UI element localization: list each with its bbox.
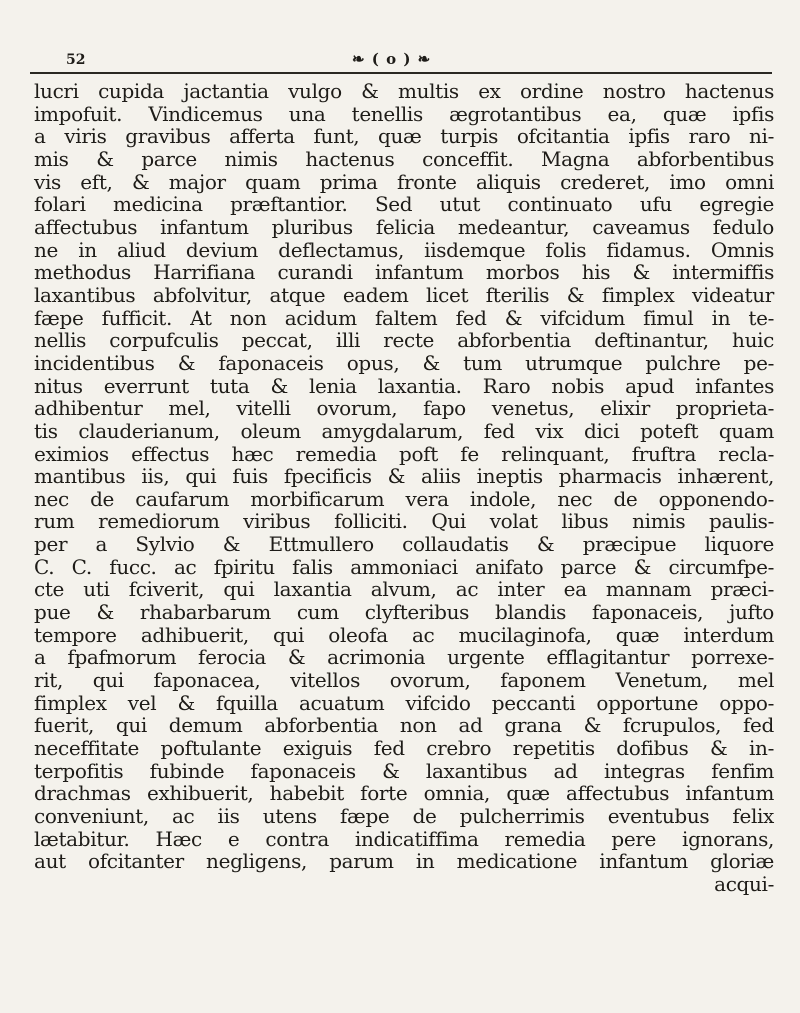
- text-line: lætabitur. Hæc e contra indicatiffima remedia pere ignorans,: [34, 826, 774, 851]
- text-line: pue & rhabarbarum cum clyfteribus blandis faponaceis, jufto: [34, 600, 774, 625]
- text-line: aut ofcitanter negligens, parum in medicatione infantum gloriæ: [34, 849, 774, 874]
- text-line: impofuit. Vindicemus una tenellis ægrotantibus ea, quæ ipfis: [34, 101, 774, 126]
- body-text: [34, 80, 774, 896]
- page-header: [34, 0, 770, 66]
- text-line: eximios effectus hæc remedia poft fe relinquant, fruftra recla-: [34, 441, 774, 466]
- page-number: 52: [66, 52, 86, 68]
- text-line: terpofitis fubinde faponaceis & laxantibus ad integras fenfim: [34, 758, 774, 783]
- text-line: cte uti fciverit, qui laxantia alvum, ac inter ea mannam præci-: [34, 577, 774, 602]
- text-line: rit, qui faponacea, vitellos ovorum, faponem Venetum, mel: [34, 668, 774, 693]
- text-line: mantibus iis, qui fuis fpecificis & aliis ineptis pharmacis inhærent,: [34, 464, 774, 489]
- header-ornament: ❧ ( o ) ❧: [352, 50, 432, 68]
- text-line: fuerit, qui demum abforbentia non ad grana & fcrupulos, fed: [34, 713, 774, 738]
- text-line: ne in aliud devium deflectamus, iisdemque folis fidamus. Omnis: [34, 237, 774, 262]
- text-line: per a Sylvio & Ettmullero collaudatis & præcipue liquore: [34, 532, 774, 557]
- text-line: affectubus infantum pluribus felicia medeantur, caveamus fedulo: [34, 214, 774, 239]
- text-line: a viris gravibus afferta funt, quæ turpis ofcitantia ipfis raro ni-: [34, 124, 774, 149]
- text-line: drachmas exhibuerit, habebit forte omnia, quæ affectubus infantum: [34, 781, 774, 806]
- header-rule: [30, 72, 772, 74]
- text-line: nec de caufarum morbificarum vera indole, nec de opponendo-: [34, 486, 774, 511]
- text-line: nitus everrunt tuta & lenia laxantia. Raro nobis apud infantes: [34, 373, 774, 398]
- text-line: tis clauderianum, oleum amygdalarum, fed vix dici poteft quam: [34, 418, 774, 443]
- text-line: fæpe fufficit. At non acidum faltem fed & vifcidum fimul in te-: [34, 305, 774, 330]
- text-line: a fpafmorum ferocia & acrimonia urgente efflagitantur porrexe-: [34, 645, 774, 670]
- text-line: adhibentur mel, vitelli ovorum, fapo venetus, elixir proprieta-: [34, 396, 774, 421]
- text-line: rum remediorum viribus folliciti. Qui volat libus nimis paulis-: [34, 509, 774, 534]
- text-line: vis eft, & major quam prima fronte aliquis crederet, imo omni: [34, 169, 774, 194]
- text-line: C. C. fucc. ac fpiritu falis ammoniaci anifato parce & circumfpe-: [34, 554, 774, 579]
- text-line: mis & parce nimis hactenus conceffit. Magna abforbentibus: [34, 146, 774, 171]
- text-line: nellis corpufculis peccat, illi recte abforbentia deftinantur, huic: [34, 328, 774, 353]
- text-line: laxantibus abfolvitur, atque eadem licet fterilis & fimplex videatur: [34, 282, 774, 307]
- text-line: acqui-: [714, 871, 774, 896]
- text-line: incidentibus & faponaceis opus, & tum utrumque pulchre pe-: [34, 350, 774, 375]
- text-line: methodus Harrifiana curandi infantum morbos his & intermiffis: [34, 260, 774, 285]
- text-line: conveniunt, ac iis utens fæpe de pulcherrimis eventubus felix: [34, 804, 774, 828]
- text-line: folari medicina præftantior. Sed utut continuato ufu egregie: [34, 192, 774, 217]
- text-line: tempore adhibuerit, qui oleofa ac mucilaginofa, quæ interdum: [34, 622, 774, 647]
- text-line: neceffitate poftulante exiguis fed crebro repetitis dofibus & in-: [34, 736, 774, 761]
- text-line: fimplex vel & fquilla acuatum vifcido peccanti opportune oppo-: [34, 690, 774, 715]
- text-line: lucri cupida jactantia vulgo & multis ex ordine nostro hactenus: [34, 79, 774, 103]
